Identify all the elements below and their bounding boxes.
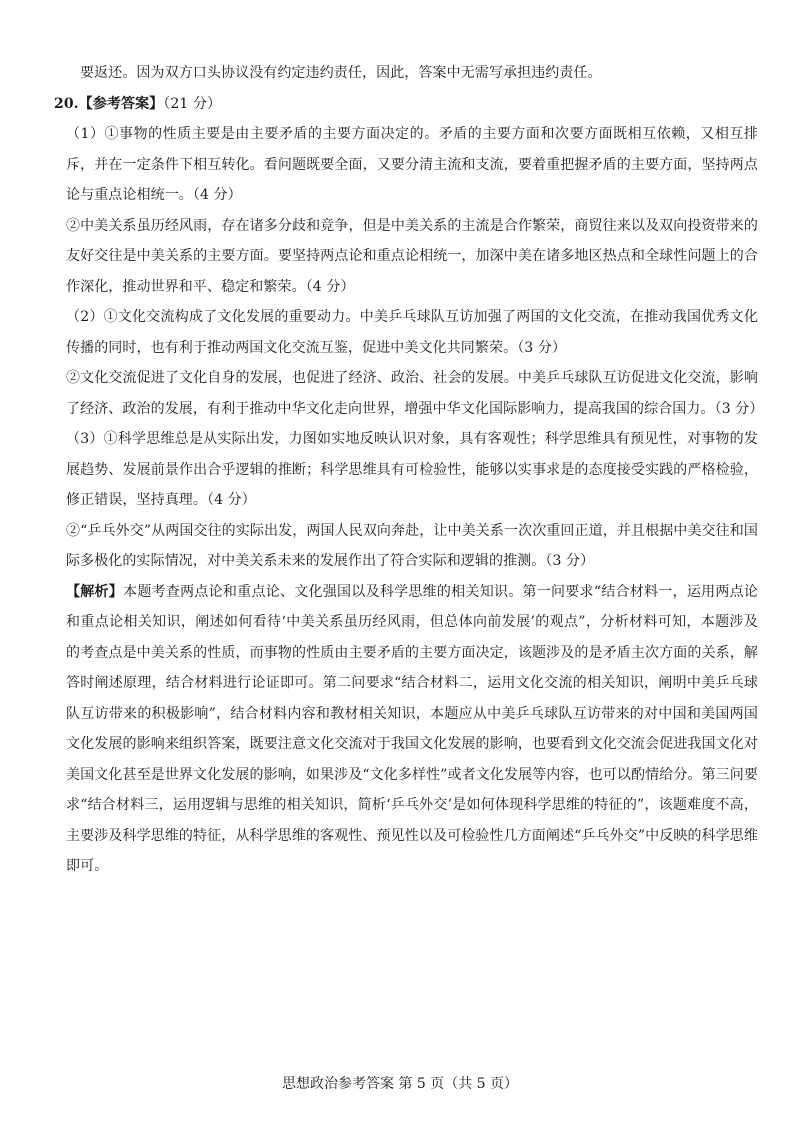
answer-part-1-1: （1）①事物的性质主要是由主要矛盾的主要方面决定的。矛盾的主要方面和次要方面既相互依赖，又相互排斥，并在一定条件下相互转化。看问题既要全面，又要分清主流和支流，要着重把握矛盾的主要方面，坚持两点论与重点论相统一。（4 分） xyxy=(66,126,758,203)
question-score: （21 分） xyxy=(163,95,222,112)
answer-label: 【参考答案】 xyxy=(78,95,164,112)
answer-part-3-2: ②“乒乓外交”从两国交往的实际出发，两国人民双向奔赴，让中美关系一次次重回正道，并且根据中美交往和国际多极化的实际情况，对中美关系未来的发展作出了符合实际和逻辑的推测。（3 分） xyxy=(66,522,758,569)
page-footer: 思想政治参考答案 第 5 页（共 5 页） xyxy=(281,1076,519,1092)
answer-part-2-1: （2）①文化交流构成了文化发展的重要动力。中美乒乓球队互访加强了两国的文化交流，在推动我国优秀文化传播的同时，也有利于推动两国文化交流互鉴，促进中美文化共同繁荣。（3 分） xyxy=(66,309,758,356)
answer-part-3-1: （3）①科学思维总是从实际出发，力图如实地反映认识对象，具有客观性；科学思维具有预见性，对事物的发展趋势、发展前景作出合乎逻辑的推断；科学思维具有可检验性，能够以实事求是的态度接受实践的严格检验，修正错误，坚持真理。（4 分） xyxy=(66,431,758,508)
answer-part-1-2: ②中美关系虽历经风雨，存在诸多分歧和竞争，但是中美关系的主流是合作繁荣，商贸往来以及双向投资带来的友好交往是中美关系的主要方面。要坚持两点论和重点论相统一，加深中美在诸多地区热点和全球性问题上的合作深化，推动世界和平、稳定和繁荣。（4 分） xyxy=(66,217,758,295)
document-body xyxy=(54,58,764,882)
question-number: 20. xyxy=(54,95,79,112)
continued-line: 要返还。因为双方口头协议没有约定违约责任，因此，答案中无需写承担违约责任。 xyxy=(80,65,602,81)
analysis-paragraph xyxy=(66,577,758,882)
question-heading xyxy=(54,89,758,120)
analysis-label: 【解析】 xyxy=(66,583,124,600)
analysis-text: 本题考查两点论和重点论、文化强国以及科学思维的相关知识。第一问要求“结合材料一，运用两点论和重点论相关知识，阐述如何看待‘中美关系虽历经风雨，但总体向前发展’的观点”，分析材料可知，本题涉及的考查点是中美关系的性质，而事物的性质由主要矛盾的主要方面决定，该题涉及的是矛盾主次方面的关系，解答时阐述原理，结合材料进行论证即可。第二问要求“结合材料二，运用文化交流的相关知识，阐明中美乒乓球队互访带来的积极影响”，结合材料内容和教材相关知识，本题应从中美乒乓球队互访带来的对中国和美国两国文化发展的影响来组织答案，既要注意文化交流对于我国文化发展的影响，也要看到文化交流会促进我国文化对美国文化甚至是世界文化发展的影响，如果涉及“文化多样性”或者文化发展等内容，也可以酌情给分。第三问要求“结合材料三，运用逻辑与思维的相关知识，简析‘乒乓外交’是如何体现科学思维的特征的”，该题难度不高，主要涉及科学思维的特征，从科学思维的客观性、预见性以及可检验性几方面阐述“乒乓外交”中反映的科学思维即可。 xyxy=(66,583,758,874)
answer-part-2-2: ②文化交流促进了文化自身的发展，也促进了经济、政治、社会的发展。中美乒乓球队互访促进文化交流，影响了经济、政治的发展，有利于推动中华文化走向世界，增强中华文化国际影响力，提高我国的综合国力。（3 分） xyxy=(66,370,764,417)
